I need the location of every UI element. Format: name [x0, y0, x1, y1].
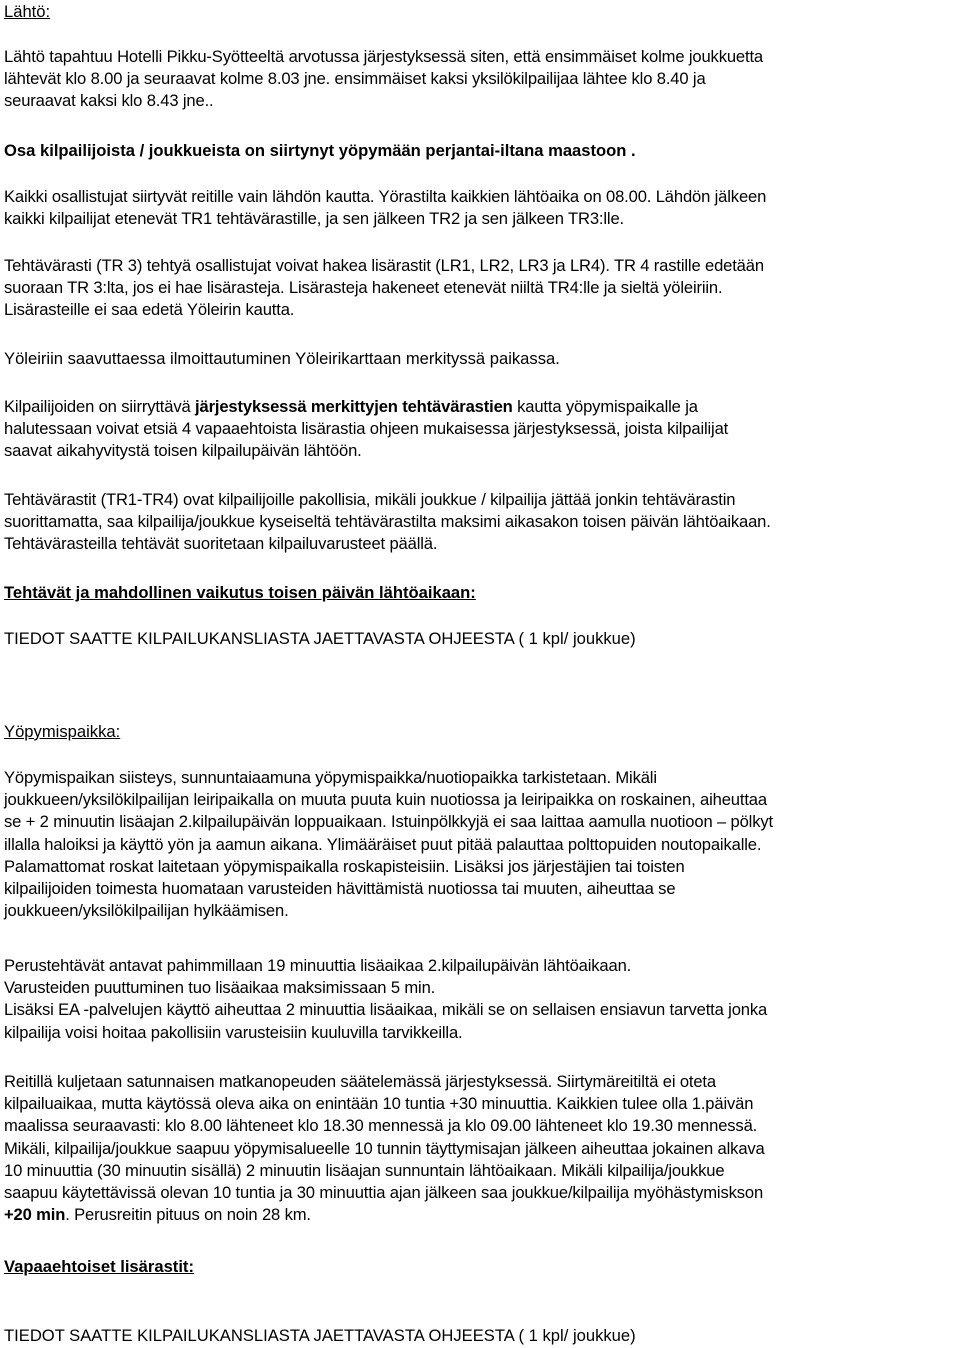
vapaa-heading: Vapaaehtoiset lisärastit: [4, 1257, 194, 1276]
yopymis-paragraph-cleanliness: Yöpymispaikan siisteys, sunnuntaiaamuna yöpymispaikka/nuotiopaikka tarkistetaan. Mikäli joukkueen/yksilökilpailijan leiripaikalla on muuta puuta kuin nuotiossa ja leiripaikka on roskainen, aiheuttaa se + 2 minuutin lisäajan 2.kilpailupäivän loppuaikaan. Istuinpölkkyjä ei saa laittaa aamulla nuotioon – pölkyt illalla haloiksi ja käyttö yön ja aamun aikana. Ylimääräiset puut pitää palauttaa polttopuiden noutopaikalle. Palamattomat roskat laitetaan yöpymispaikalla roskapisteisiin. Lisäksi jos järjestäjien tai toisten kilpailijoiden toimesta huomataan varusteiden hävittämistä nuotiossa tai muuten, aiheuttaa se joukkueen/yksilökilpailijan hylkäämisen. [4, 768, 773, 921]
tehtavat-notice: TIEDOT SAATTE KILPAILUKANSLIASTA JAETTAVASTA OHJEESTA ( 1 kpl/ joukkue) [4, 629, 636, 648]
order-text-bold: järjestyksessä merkittyjen tehtävärastien [195, 397, 513, 416]
lahto-paragraph-1: Lähtö tapahtuu Hotelli Pikku-Syötteeltä arvotussa järjestyksessä siten, että ensimmäiset kolme joukkuetta lähtevät klo 8.00 ja seuraavat kolme 8.03 jne. ensimmäiset kaksi yksilökilpailijaa lähtee klo 8.40 ja seuraavat kaksi klo 8.43 jne.. [4, 47, 764, 111]
vapaa-notice: TIEDOT SAATTE KILPAILUKANSLIASTA JAETTAVASTA OHJEESTA ( 1 kpl/ joukkue) [4, 1326, 636, 1345]
timing-text-bold: +20 min [4, 1205, 66, 1225]
order-text-start: Kilpailijoiden on siirryttävä [4, 397, 196, 416]
lahto-heading: Lähtö: [4, 2, 51, 21]
yopymis-paragraph-penalties: Perustehtävät antavat pahimmillaan 19 minuuttia lisäaikaa 2.kilpailupäivän lähtöaikaan. Varusteiden puuttuminen tuo lisäaikaa maksimissaan 5 min. Lisäksi EA -palvelujen käyttö aiheuttaa 2 minuuttia lisäaikaa, mikäli se on sellaisen ensiavun tarvetta jonka kilpailija voisi hoitaa pakollisiin varusteisiin kuuluvilla tarvikkeilla. [4, 956, 768, 1042]
lahto-paragraph-mandatory: Tehtävärastit (TR1-TR4) ovat kilpailijoille pakollisia, mikäli joukkue / kilpailija jättää jonkin tehtävärastin suorittamatta, saa kilpailija/joukkue kyseiseltä tehtävärastilta maksimi aikasakon toisen päivän lähtöaikaan. Tehtävärasteilla tehtävät suoritetaan kilpailuvarusteet päällä. [4, 490, 771, 554]
lahto-paragraph-camp-registration: Yöleiriin saavuttaessa ilmoittautuminen Yöleirikarttaan merkityssä paikassa. [4, 349, 560, 368]
yopymis-paragraph-timing [4, 1071, 960, 1226]
timing-text-end: . Perusreitin pituus on noin 28 km. [65, 1205, 311, 1225]
lahto-paragraph-order [4, 396, 960, 463]
lahto-paragraph-bonus-checkpoints: Tehtävärasti (TR 3) tehtyä osallistujat voivat hakea lisärastit (LR1, LR2, LR3 ja LR4). TR 4 rastille edetään suoraan TR 3:lta, jos ei hae lisärasteja. Lisärasteja hakeneet etenevät niiltä TR4:lle ja sieltä yöleiriin. Lisärasteille ei saa edetä Yöleirin kautta. [4, 256, 764, 320]
yopymis-heading: Yöpymispaikka: [4, 722, 121, 741]
order-text-end: kautta yöpymispaikalle ja halutessaan voivat etsiä 4 vapaaehtoista lisärastia ohjeen mukaisessa järjestyksessä, joista kilpailijat saavat aikahyvitystä toisen kilpailupäivän lähtöön. [4, 397, 729, 461]
tehtavat-heading: Tehtävät ja mahdollinen vaikutus toisen päivän lähtöaikaan: [4, 583, 476, 602]
lahto-paragraph-overnight: Osa kilpailijoista / joukkueista on siirtynyt yöpymään perjantai-iltana maastoon . [4, 141, 636, 160]
timing-text-start: Reitillä kuljetaan satunnaisen matkanopeuden säätelemässä järjestyksessä. Siirtymäreitiltä ei oteta kilpailuaikaa, mutta käytössä oleva aika on enintään 10 tuntia +30 minuuttia. Kaikkien tulee olla 1.päivän maalissa seuraavasti: klo 8.00 lähteneet klo 18.30 mennessä ja klo 09.00 lähteneet klo 19.30 mennessä. Mikäli, kilpailija/joukkue saapuu yöpymisalueelle 10 tunnin täyttymisajan jälkeen aiheuttaa jokainen alkava 10 minuuttia (30 minuutin sisällä) 2 minuutin lisäajan sunnuntain lähtöaikaan. Mikäli kilpailija/joukkue saapuu käytettävissä olevan 10 tuntia ja 30 minuuttia ajan jälkeen saa joukkue/kilpailija myöhästymiskson [4, 1072, 765, 1203]
lahto-paragraph-route: Kaikki osallistujat siirtyvät reitille vain lähdön kautta. Yörastilta kaikkien lähtöaika on 08.00. Lähdön jälkeen kaikki kilpailijat etenevät TR1 tehtävärastille, ja sen jälkeen TR2 ja sen jälkeen TR3:lle. [4, 187, 767, 229]
